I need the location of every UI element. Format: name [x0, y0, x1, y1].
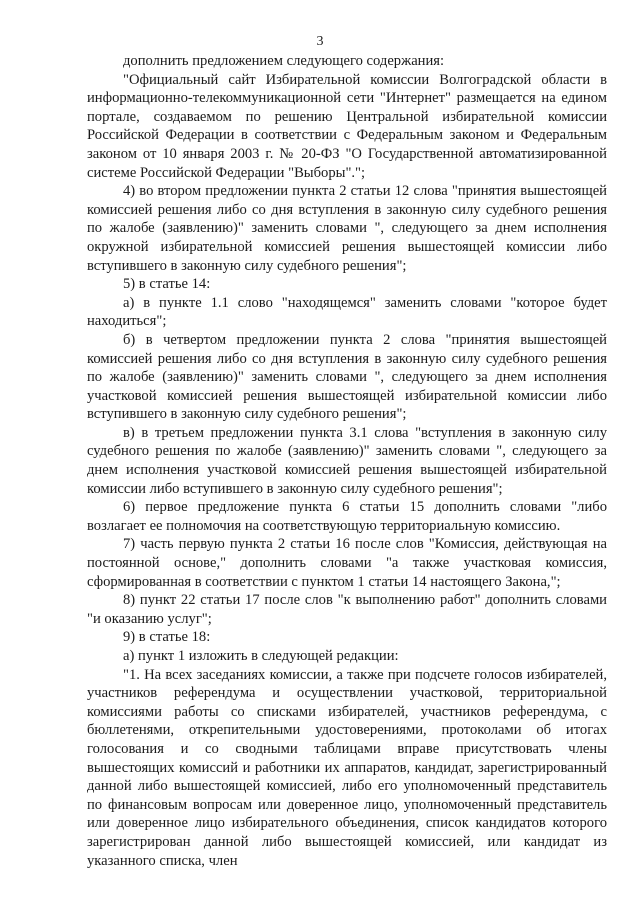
paragraph: а) пункт 1 изложить в следующей редакции:	[123, 648, 399, 664]
paragraph: 8) пункт 22 статьи 17 после слов "к выполнению работ" дополнить словами "и оказанию услуг";	[87, 592, 607, 627]
paragraph: 9) в статье 18:	[123, 629, 211, 646]
document-body	[87, 52, 607, 870]
paragraph: в) в третьем предложении пункта 3.1 слова "вступления в законную силу судебного решения по жалобе (заявлению)" заменить словами ", следующего за днем исполнения участковой комиссией решения вышестоящей избирательной комиссии либо вступившего в законную силу судебного решения";	[87, 424, 607, 497]
paragraph: "1. На всех заседаниях комиссии, а также при подсчете голосов избирателей, участников референдума и осуществлении участковой, территориальной комиссиями работы со списками избирателей, участников референдума, с бюллетенями, открепительными удостоверениями, протоколами об итогах голосования и со сводными таблицами вправе присутствовать члены вышестоящих комиссий и работники их аппаратов, кандидат, зарегистрированный данной либо вышестоящей комиссией, либо его уполномоченный представитель по финансовым вопросам или доверенное лицо, уполномоченный представитель или доверенное лицо избирательного объединения, список кандидатов которого зарегистрирован данной либо вышестоящей комиссией, или кандидат из указанного списка, член	[87, 666, 607, 869]
paragraph: б) в четвертом предложении пункта 2 слова "принятия вышестоящей комиссией решения либо со дня вступления в законную силу судебного решения по жалобе (заявлению)" заменить словами ", следующего за днем исполнения участковой комиссией решения вышестоящей избирательной комиссии либо вступившего в законную силу судебного решения";	[87, 331, 607, 423]
paragraph: "Официальный сайт Избирательной комиссии Волгоградской области в информационно-телекоммуникационной сети "Интернет" размещается на едином портале, создаваемом по решению Центральной избирательной комиссии Российской Федерации в соответствии с Федеральным законом и Федеральным законом от 10 января 2003 г. № 20-ФЗ "О Государственной автоматизированной системе Российской Федерации "Выборы".";	[87, 71, 607, 181]
paragraph: 6) первое предложение пункта 6 статьи 15 дополнить словами "либо возлагает ее полномочия на соответствующую территориальную комиссию.	[87, 499, 607, 534]
paragraph: дополнить предложением следующего содержания:	[123, 53, 445, 69]
paragraph: а) в пункте 1.1 слово "находящемся" заменить словами "которое будет находиться";	[87, 294, 607, 330]
paragraph: 5) в статье 14:	[123, 276, 211, 293]
paragraph: 4) во втором предложении пункта 2 статьи 12 слова "принятия вышестоящей комиссией решения либо со дня вступления в законную силу судебного решения по жалобе (заявлению)" заменить словами ", следующего за днем исполнения окружной избирательной комиссией решения вышестоящей комиссии либо вступившего в законную силу судебного решения";	[87, 183, 607, 274]
paragraph: 7) часть первую пункта 2 статьи 16 после слов "Комиссия, действующая на постоянной основе," дополнить словами "а также участковая комиссия, сформированная в соответствии с пунктом 1 статьи 14 настоящего Закона,";	[87, 536, 607, 590]
page-number: 3	[316, 34, 324, 49]
